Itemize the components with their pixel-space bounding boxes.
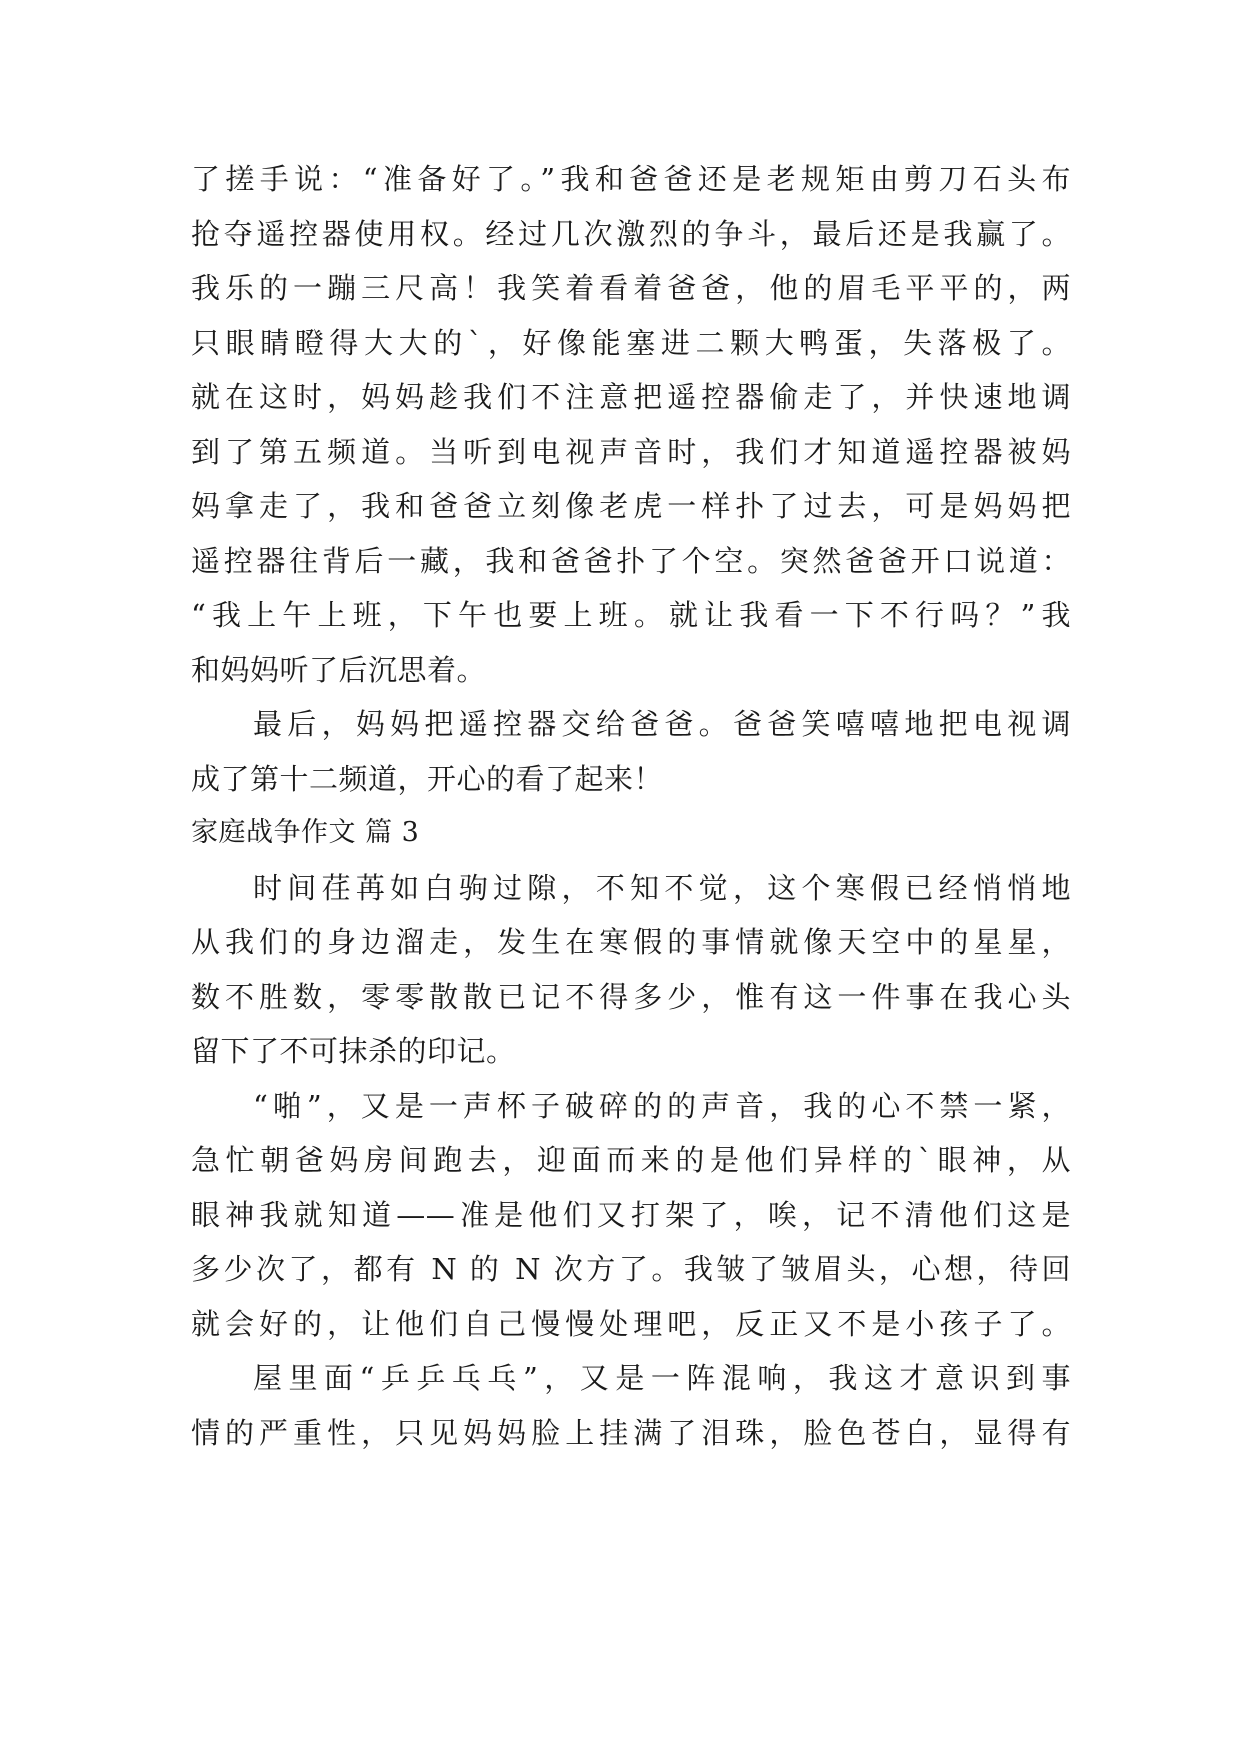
text-line: 了搓手说：“准备好了。”我和爸爸还是老规矩由剪刀石头布 xyxy=(191,162,1071,196)
text-line: 成了第十二频道，开心的看了起来！ xyxy=(191,761,664,796)
section-heading: 家庭战争作文 篇 3 xyxy=(191,817,420,848)
text-line: 就会好的，让他们自己慢慢处理吧，反正又不是小孩子了。 xyxy=(191,1306,1071,1341)
text-line: 留下了不可抹杀的印记。 xyxy=(191,1034,516,1068)
text-line: “啪”，又是一声杯子破碎的的声音，我的心不禁一紧， xyxy=(253,1088,1071,1123)
text-line: 抢夺遥控器使用权。经过几次激烈的争斗，最后还是我赢了。 xyxy=(191,216,1071,251)
text-line: 就在这时，妈妈趁我们不注意把遥控器偷走了，并快速地调 xyxy=(191,380,1071,414)
text-line: “我上午上班，下午也要上班。就让我看一下不行吗？”我 xyxy=(191,598,1071,632)
text-line: 最后，妈妈把遥控器交给爸爸。爸爸笑嘻嘻地把电视调 xyxy=(253,707,1071,741)
text-line: 遥控器往背后一藏，我和爸爸扑了个空。突然爸爸开口说道： xyxy=(191,543,1071,578)
text-line: 情的严重性，只见妈妈脸上挂满了泪珠，脸色苍白，显得有 xyxy=(191,1415,1071,1450)
text-line: 眼神我就知道——准是他们又打架了，唉，记不清他们这是 xyxy=(191,1197,1071,1232)
text-line: 急忙朝爸妈房间跑去，迎面而来的是他们异样的`眼神，从 xyxy=(191,1143,1071,1177)
text-line: 和妈妈听了后沉思着。 xyxy=(191,652,487,687)
text-line: 只眼睛瞪得大大的`，好像能塞进二颗大鸭蛋，失落极了。 xyxy=(191,325,1071,360)
text-line: 从我们的身边溜走，发生在寒假的事情就像天空中的星星， xyxy=(191,925,1071,959)
article-body xyxy=(191,152,1071,1460)
text-line: 多少次了，都有 N 的 N 次方了。我皱了皱眉头，心想，待回 xyxy=(191,1252,1071,1286)
text-line: 妈拿走了，我和爸爸立刻像老虎一样扑了过去，可是妈妈把 xyxy=(191,489,1071,523)
text-line: 到了第五频道。当听到电视声音时，我们才知道遥控器被妈 xyxy=(191,434,1071,469)
text-line: 数不胜数，零零散散已记不得多少，惟有这一件事在我心头 xyxy=(191,979,1071,1014)
text-line: 屋里面“乒乒乓乓”，又是一阵混响，我这才意识到事 xyxy=(253,1361,1071,1395)
text-line: 时间荏苒如白驹过隙，不知不觉，这个寒假已经悄悄地 xyxy=(253,870,1071,905)
text-line: 我乐的一蹦三尺高！我笑着看着爸爸，他的眉毛平平的，两 xyxy=(191,271,1071,305)
